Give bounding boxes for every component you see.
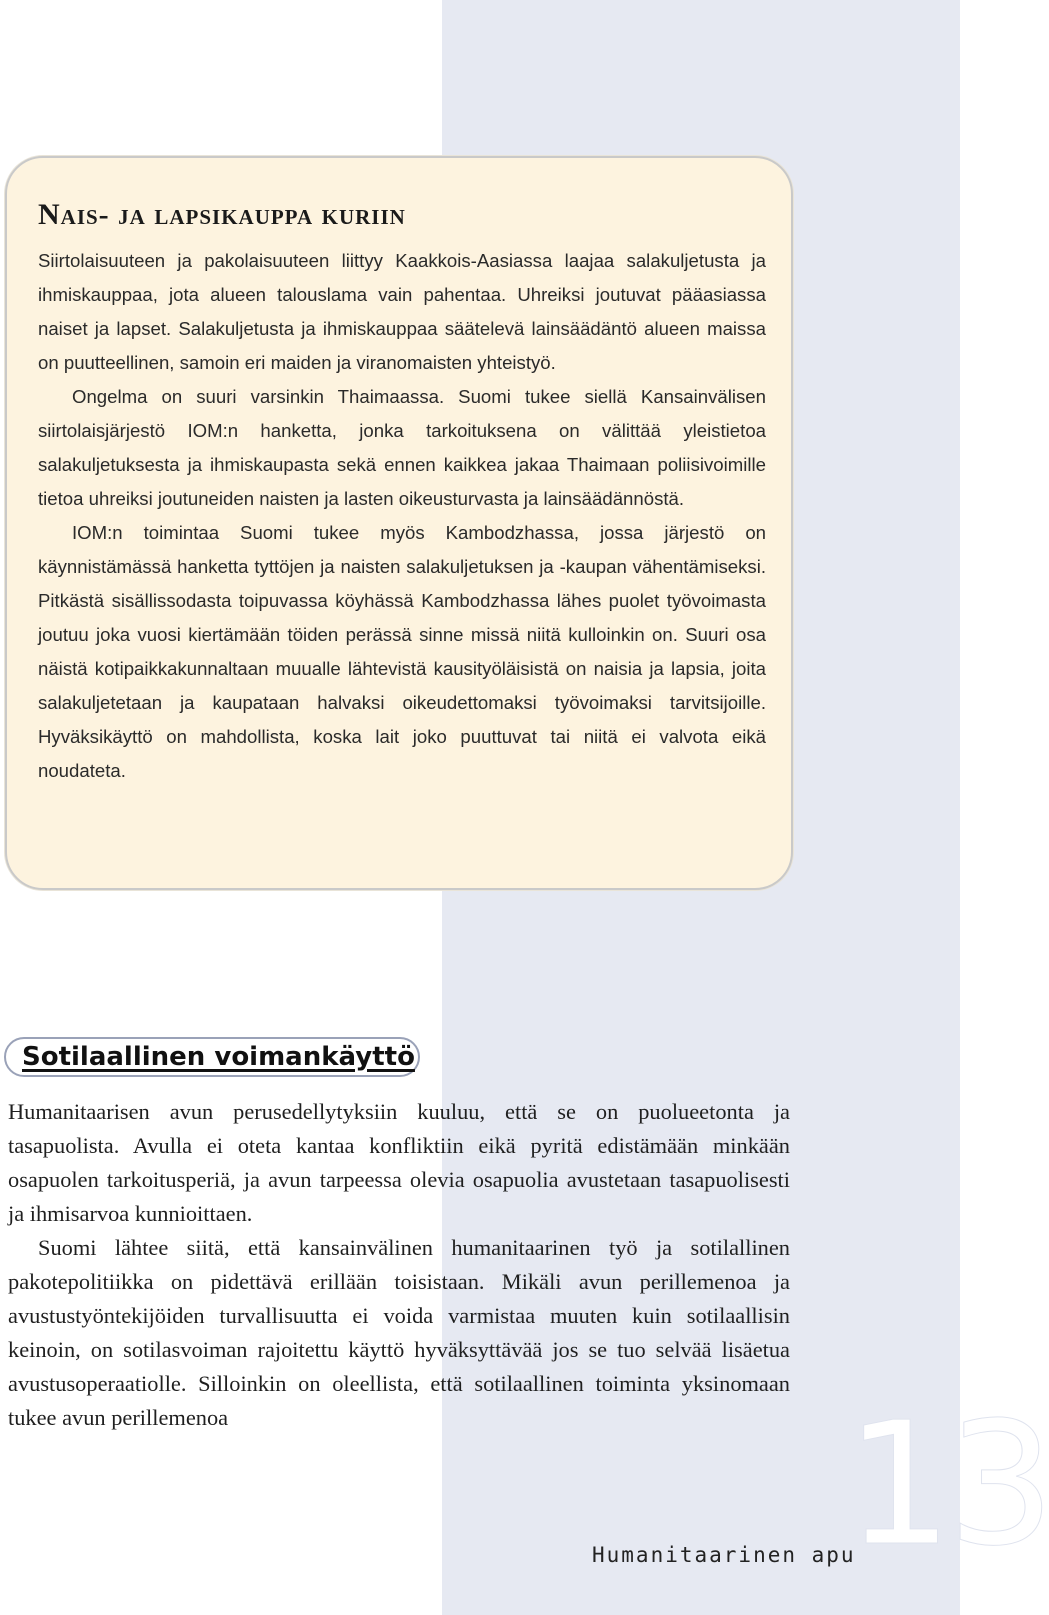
page-number: 13: [845, 1386, 1049, 1584]
info-box-body: [38, 244, 766, 788]
section-paragraph: Suomi lähtee siitä, että kansainvälinen humanitaarinen työ ja sotilallinen pakotepolitiikka on pidettävä erillään toisistaan. Mikäli avun perillemenoa ja avustustyöntekijöiden turvallisuutta ei voida varmistaa muuten kuin sotilaallisin keinoin, on sotilasvoiman rajoitettu käyttö hyväksyttävää jos se tuo selvää lisäetua avustusoperaatiolle. Silloinkin on oleellista, että sotilaallinen toiminta yksinomaan tukee avun perillemenoa: [8, 1235, 790, 1430]
info-box-paragraph: IOM:n toimintaa Suomi tukee myös Kambodzhassa, jossa järjestö on käynnistämässä hanketta tyttöjen ja naisten salakuljetuksen ja -kaupan vähentämiseksi. Pitkästä sisällissodasta toipuvassa köyhässä Kambodzhassa lähes puolet työvoimasta joutuu joka vuosi kiertämään töiden perässä sinne missä niitä kulloinkin on. Suuri osa näistä kotipaikkakunnaltaan muualle lähtevistä kausityöläisistä on naisia ja lapsia, joita salakuljetetaan ja kaupataan halvaksi oikeudettomaksi työvoimaksi tarvitsijoille. Hyväksikäyttö on mahdollista, koska lait joko puuttuvat tai niitä ei valvota eikä noudateta.: [38, 522, 766, 781]
info-box-title: Nais- ja lapsikauppa kuriin: [38, 198, 406, 231]
section-body: [8, 1095, 790, 1435]
footer-label: Humanitaarinen apu: [592, 1543, 856, 1567]
info-box-paragraph: Ongelma on suuri varsinkin Thaimaassa. Suomi tukee siellä Kansainvälisen siirtolaisjärjestö IOM:n hanketta, jonka tarkoituksena on välittää yleistietoa salakuljetuksesta ja ihmiskaupasta sekä ennen kaikkea jakaa Thaimaan poliisivoimille tietoa uhreiksi joutuneiden naisten ja lasten oikeusturvasta ja lainsäädännöstä.: [38, 386, 766, 509]
section-paragraph: Humanitaarisen avun perusedellytyksiin kuuluu, että se on puolueetonta ja tasapuolista. Avulla ei oteta kantaa konfliktiin eikä pyritä edistämään minkään osapuolen tarkoitusperiä, ja avun tarpeessa olevia osapuolia avustetaan tasapuolisesti ja ihmisarvoa kunnioittaen.: [8, 1099, 790, 1226]
section-heading: Sotilaallinen voimankäyttö: [22, 1042, 415, 1072]
info-box-paragraph: Siirtolaisuuteen ja pakolaisuuteen liittyy Kaakkois-Aasiassa laajaa salakuljetusta ja ihmiskauppaa, jota alueen talouslama vain pahentaa. Uhreiksi joutuvat pääasiassa naiset ja lapset. Salakuljetusta ja ihmiskauppaa säätelevä lainsäädäntö alueen maissa on puutteellinen, samoin eri maiden ja viranomaisten yhteistyö.: [38, 250, 766, 373]
